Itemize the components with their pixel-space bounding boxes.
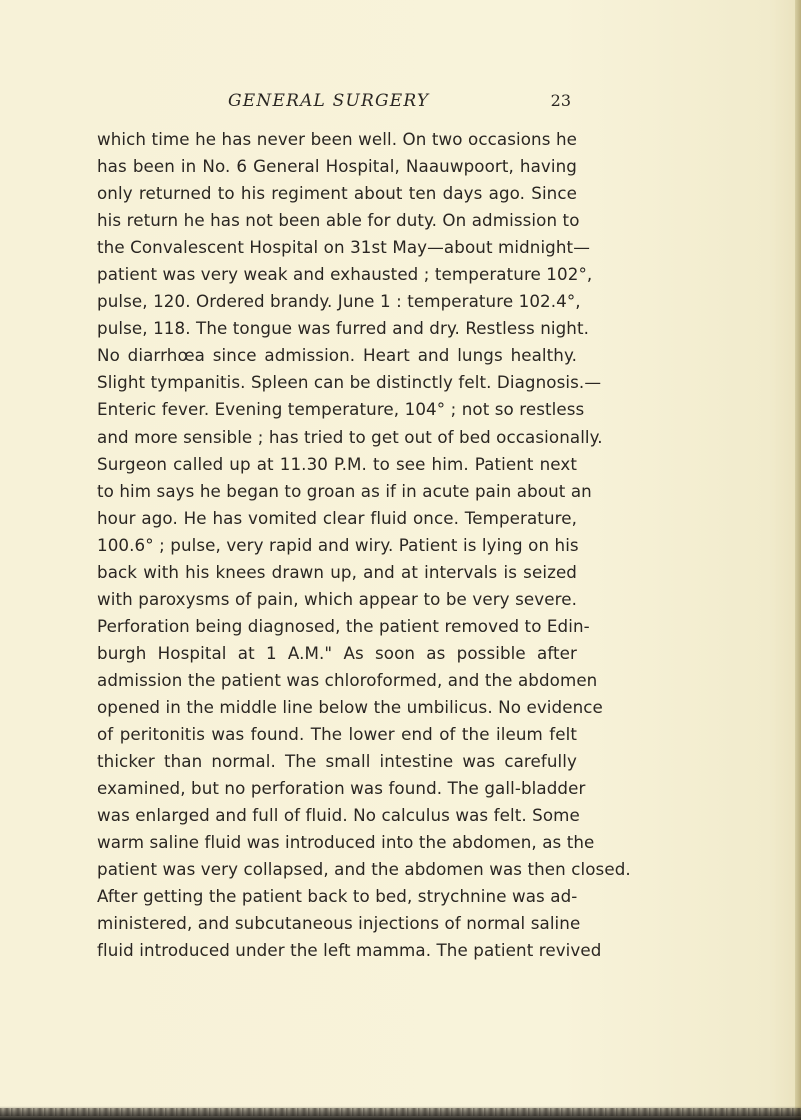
- text-line: the Convalescent Hospital on 31st May—about midnight—: [97, 237, 590, 258]
- text-line: patient was very weak and exhausted ; temperature 102°,: [97, 264, 593, 285]
- text-line: patient was very collapsed, and the abdomen was then closed.: [97, 859, 631, 880]
- text-line: 100.6° ; pulse, very rapid and wiry. Patient is lying on his: [97, 534, 579, 555]
- text-line: Perforation being diagnosed, the patient removed to Edin-: [97, 615, 590, 636]
- text-line: fluid introduced under the left mamma. The patient revived: [97, 940, 602, 961]
- page-edge-shadow: [795, 0, 801, 1120]
- text-line: examined, but no perforation was found. The gall-bladder: [97, 778, 586, 799]
- text-line: Surgeon called up at 11.30 P.M. to see him. Patient next: [97, 453, 577, 474]
- text-line: Slight tympanitis. Spleen can be distinctly felt. Diagnosis.—: [97, 372, 602, 393]
- text-line: back with his knees drawn up, and at intervals is seized: [97, 561, 577, 582]
- page-bottom-shadow: [0, 1106, 801, 1120]
- text-line: admission the patient was chloroformed, and the abdomen: [97, 669, 598, 690]
- text-line: pulse, 118. The tongue was furred and dry. Restless night.: [97, 318, 590, 339]
- text-line: only returned to his regiment about ten days ago. Since: [97, 183, 577, 204]
- text-line: has been in No. 6 General Hospital, Naauwpoort, having: [97, 156, 577, 177]
- text-line: After getting the patient back to bed, strychnine was ad-: [97, 886, 578, 907]
- text-line: No diarrhœa since admission. Heart and lungs healthy.: [97, 345, 577, 366]
- text-line: was enlarged and full of fluid. No calculus was felt. Some: [97, 805, 580, 826]
- page-number: 23: [550, 91, 571, 110]
- text-line: to him says he began to groan as if in acute pain about an: [97, 480, 592, 501]
- text-line: Enteric fever. Evening temperature, 104° ; not so restless: [97, 399, 585, 420]
- text-line: which time he has never been well. On two occasions he: [97, 129, 577, 149]
- text-line: warm saline fluid was introduced into the abdomen, as the: [97, 832, 595, 853]
- text-line: opened in the middle line below the umbilicus. No evidence: [97, 696, 603, 717]
- text-line: burgh Hospital at 1 A.M." As soon as possible after: [97, 642, 577, 663]
- running-head: GENERAL SURGERY: [228, 91, 430, 111]
- text-line: ministered, and subcutaneous injections of normal saline: [97, 913, 581, 934]
- page-header: [200, 91, 571, 115]
- text-line: pulse, 120. Ordered brandy. June 1 : temperature 102.4°,: [97, 291, 581, 312]
- text-line: of peritonitis was found. The lower end of the ileum felt: [97, 724, 577, 745]
- text-line: with paroxysms of pain, which appear to be very severe.: [97, 588, 577, 609]
- text-line: hour ago. He has vomited clear fluid once. Temperature,: [97, 507, 577, 528]
- text-line: and more sensible ; has tried to get out of bed occasionally.: [97, 426, 603, 447]
- text-line: his return he has not been able for duty. On admission to: [97, 210, 580, 231]
- text-line: thicker than normal. The small intestine was carefully: [97, 751, 577, 772]
- body-text: [97, 126, 631, 964]
